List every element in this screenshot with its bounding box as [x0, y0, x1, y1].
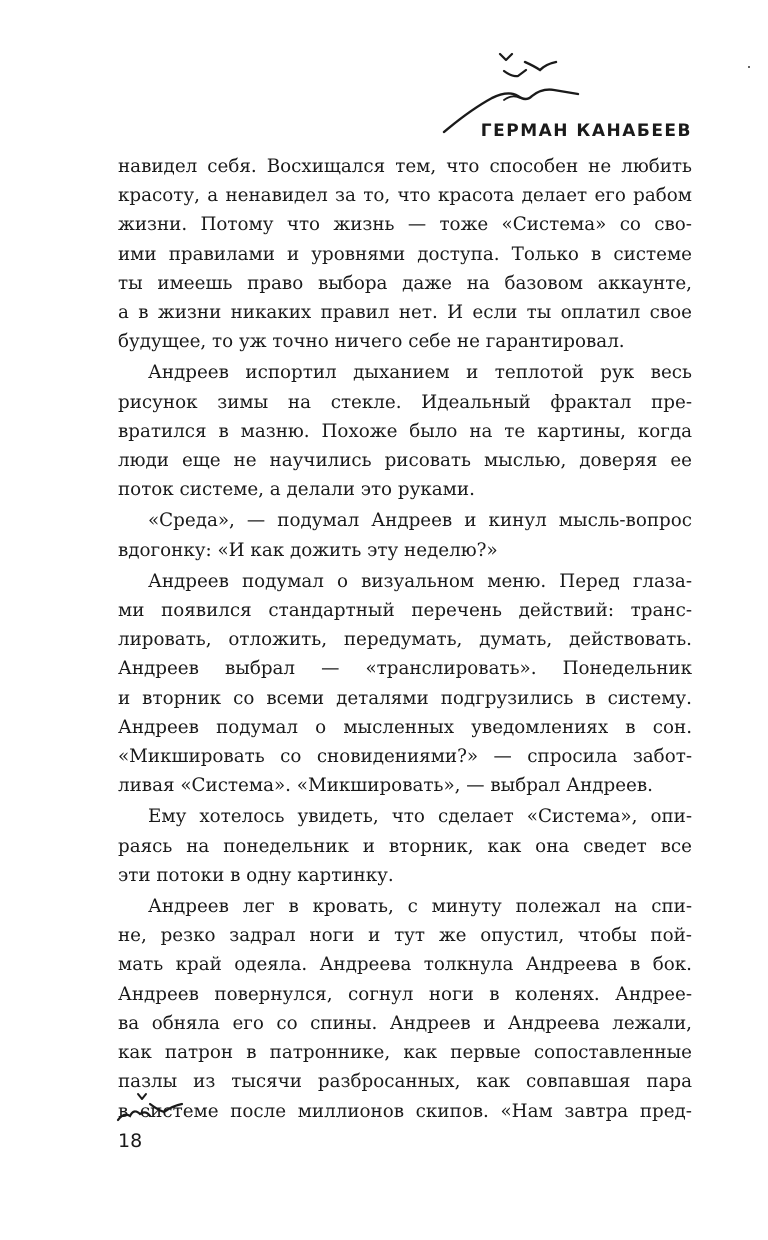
text-line: лировать, отложить, передумать, думать, действовать.: [118, 629, 692, 651]
text-line: Андреев лег в кровать, с минуту полежал на спи-: [148, 896, 692, 918]
text-line: вратился в мазню. Похоже было на те картины, когда: [118, 420, 692, 442]
text-line: ты имеешь право выбора даже на базовом аккаунте,: [118, 272, 692, 294]
text-line: Ему хотелось увидеть, что сделает «Система», опи-: [148, 806, 692, 828]
text-line: ва обняла его со спины. Андреев и Андреева лежали,: [118, 1012, 692, 1034]
text-line: Андреев выбрал — «транслировать». Понедельник: [118, 658, 692, 680]
text-line: ими правилами и уровнями доступа. Только в системе: [118, 243, 692, 265]
text-line: и вторник со всеми деталями подгрузились в систему.: [118, 687, 692, 709]
text-line: ми появился стандартный перечень действий: транс-: [118, 600, 692, 622]
text-line: рисунок зимы на стекле. Идеальный фрактал пре-: [118, 391, 692, 413]
text-line: жизни. Потому что жизнь — тоже «Система» со сво-: [118, 214, 692, 236]
text-line: пазлы из тысячи разбросанных, как совпавшая пара: [118, 1071, 692, 1093]
text-line: раясь на понедельник и вторник, как она сведет все: [118, 835, 692, 857]
text-line: Андреев подумал о мысленных уведомлениях в сон.: [118, 716, 692, 738]
text-line: красоту, а ненавидел за то, что красота делает его рабом: [118, 185, 692, 207]
text-line: вдогонку: «И как дожить эту неделю?»: [118, 539, 498, 561]
author-name: ГЕРМАН КАНАБЕЕВ: [480, 121, 692, 141]
text-line: Андреев испортил дыханием и теплотой рук весь: [148, 362, 692, 384]
paragraph: [118, 152, 692, 356]
text-line: мать край одеяла. Андреева толкнула Андреева в бок.: [118, 954, 692, 976]
text-line: ливая «Система». «Микшировать», — выбрал Андреев.: [118, 775, 653, 797]
text-line: люди еще не научились рисовать мыслью, доверяя ее: [118, 450, 692, 472]
text-line: Андреев подумал о визуальном меню. Перед глаза-: [148, 570, 692, 592]
text-line: навидел себя. Восхищался тем, что способен не любить: [118, 156, 692, 177]
text-line: Андреев повернулся, согнул ноги в коленях. Андрее-: [118, 983, 692, 1005]
text-line: эти потоки в одну картинку.: [118, 864, 394, 886]
text-line: а в жизни никаких правил нет. И если ты оплатил свое: [118, 302, 692, 324]
text-line: как патрон в патроннике, как первые сопоставленные: [118, 1042, 692, 1064]
paragraph: [118, 506, 692, 564]
paragraph: [118, 358, 692, 504]
paragraph: [118, 802, 692, 890]
text-line: не, резко задрал ноги и тут же опустил, чтобы пой-: [118, 925, 692, 947]
text-line: «Микшировать со сновидениями?» — спросила забот-: [118, 746, 692, 768]
paragraph: [118, 567, 692, 801]
running-header: [430, 40, 710, 150]
text-line: поток системе, а делали это руками.: [118, 479, 475, 501]
page-mark: [748, 66, 750, 68]
text-line: «Среда», — подумал Андреев и кинул мысль-вопрос: [148, 510, 692, 532]
bird-footer-ornament-icon: [112, 1090, 192, 1130]
text-line: будущее, то уж точно ничего себе не гарантировал.: [118, 331, 625, 353]
body-text: [118, 152, 692, 1128]
text-line: в системе после миллионов скипов. «Нам завтра пред-: [118, 1100, 692, 1122]
paragraph: [118, 892, 692, 1126]
page-number: 18: [118, 1130, 143, 1152]
